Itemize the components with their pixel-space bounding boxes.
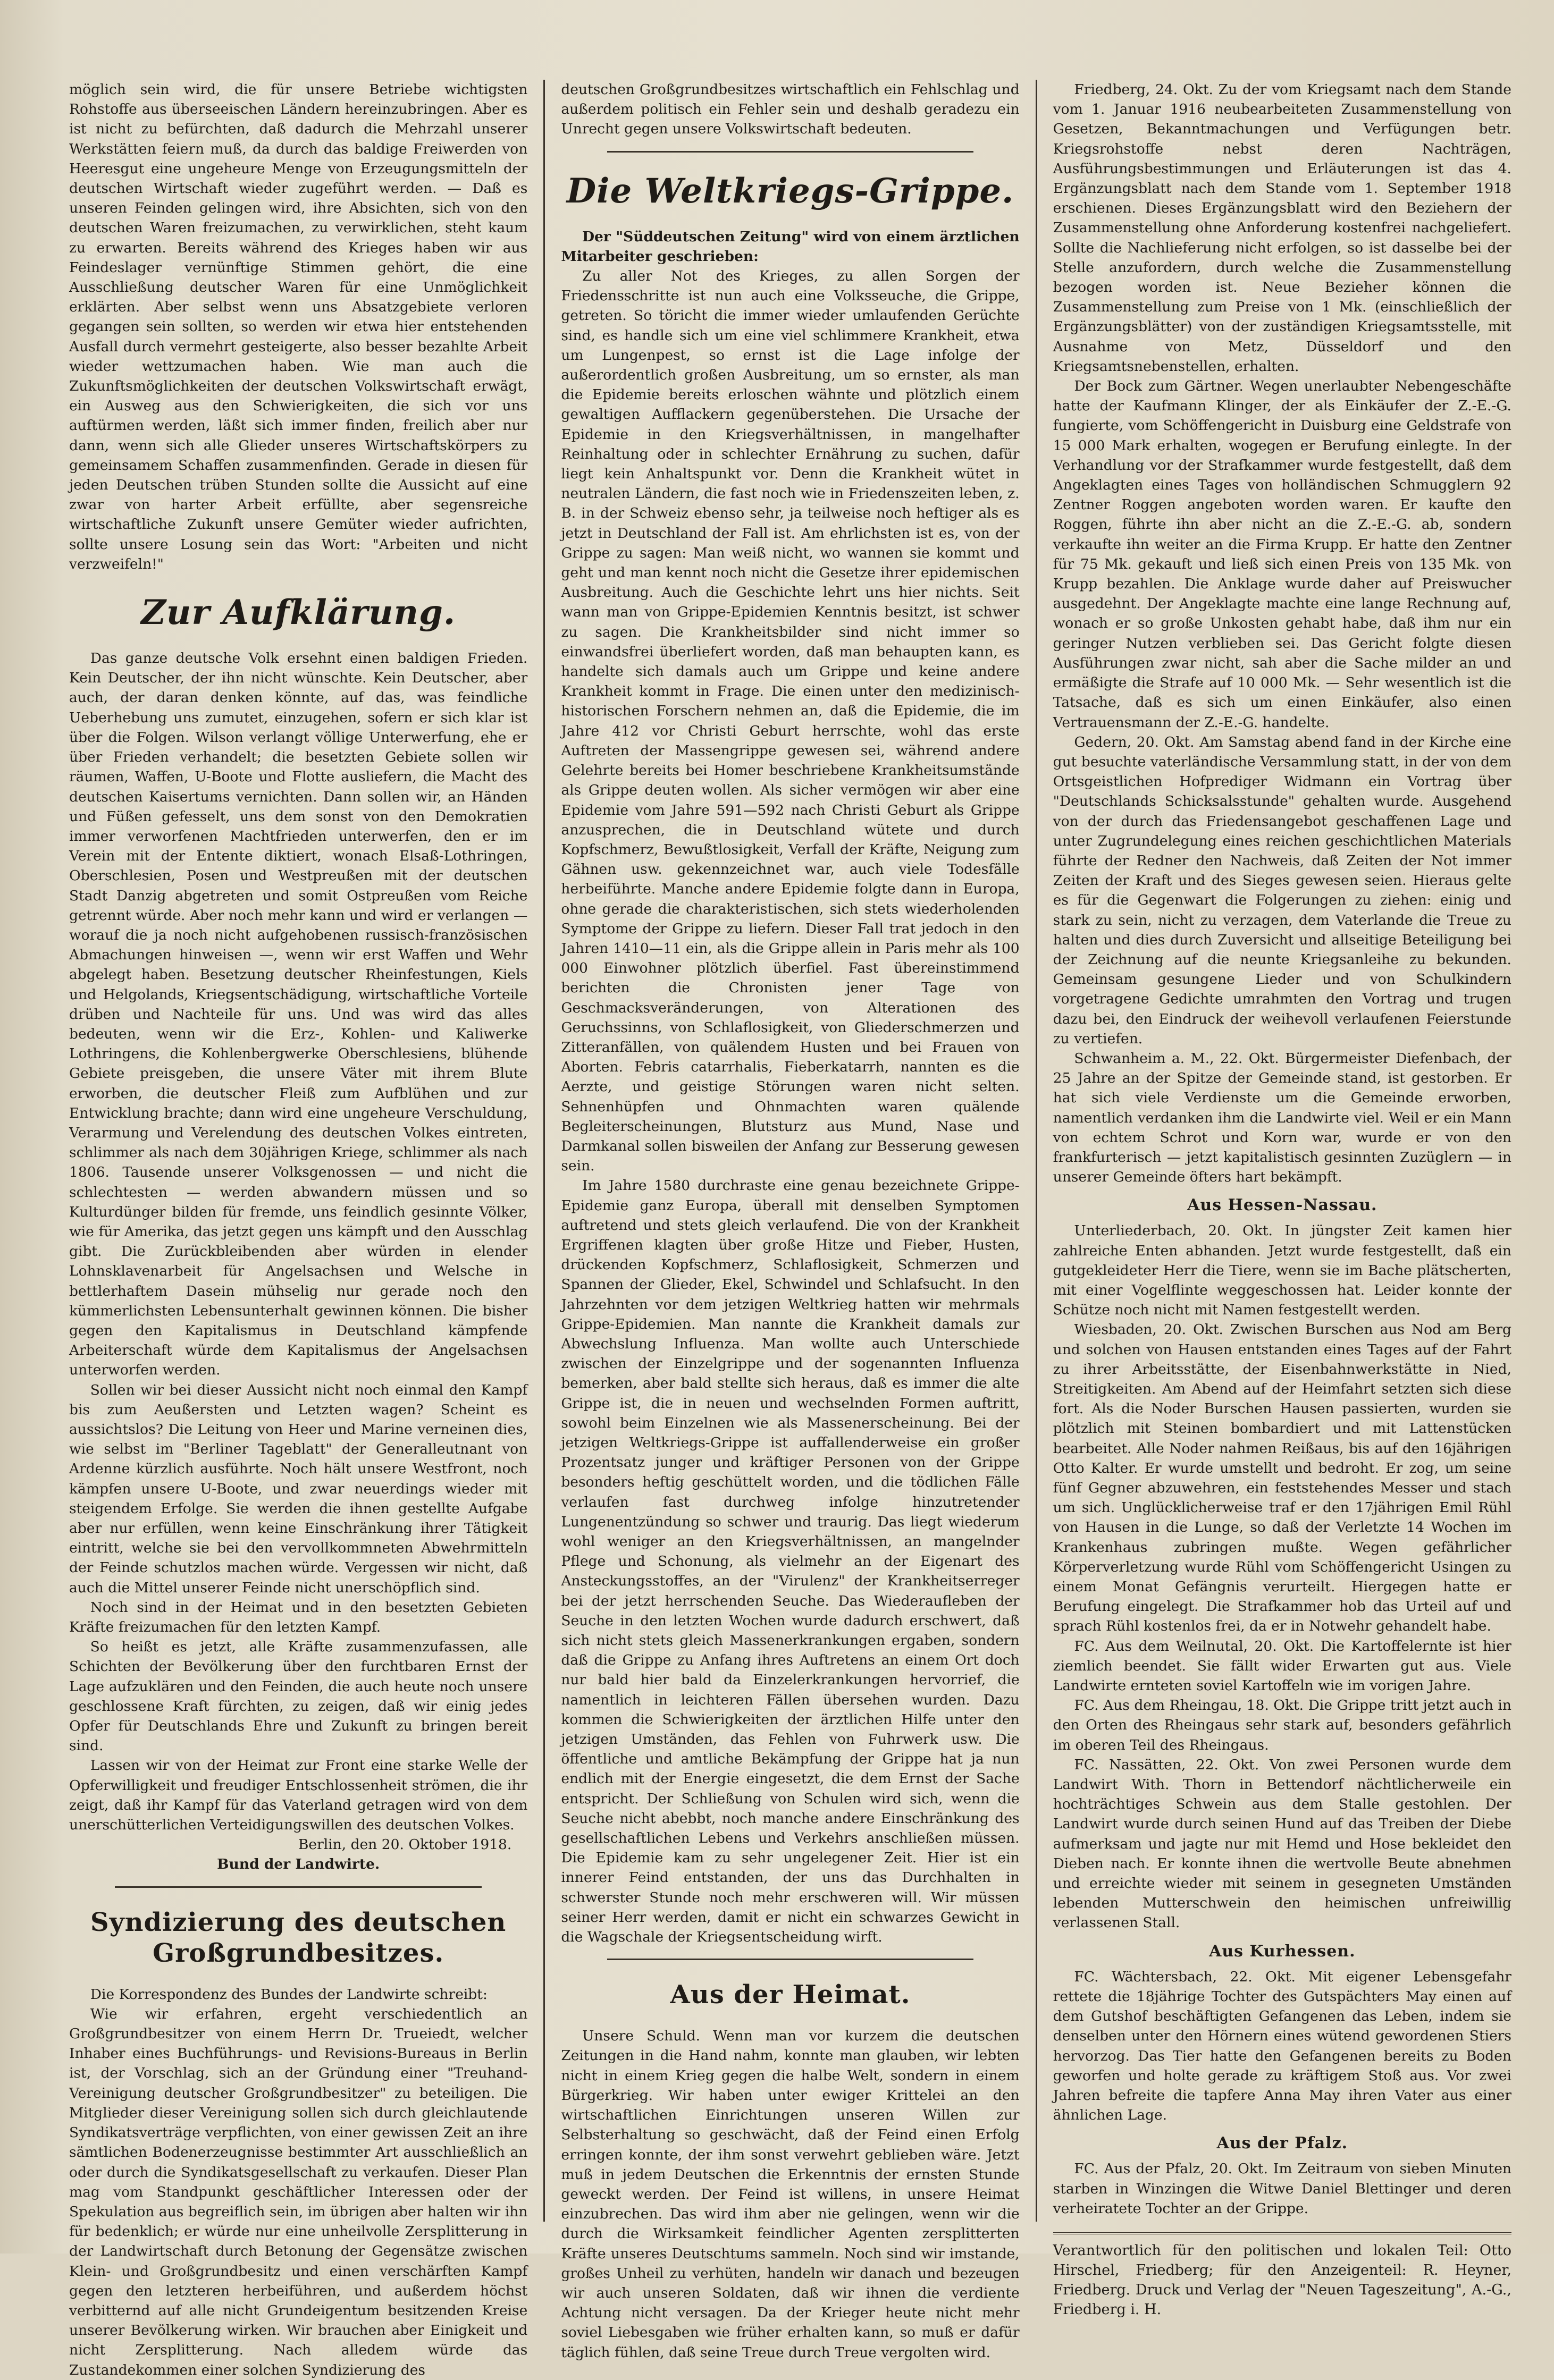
divider	[115, 1886, 482, 1888]
headline-aus-der-heimat: Aus der Heimat.	[670, 1980, 911, 2010]
article-paragraph: Sollen wir bei dieser Aussicht nicht noch einmal den Kampf bis zum Aeußersten und Letzten wagen? Scheint es aussichtslos? Die Leitung von Heer und Marine verneinen dies, wie selbst im "Berliner Tageblatt" der Generalleutnant von Ardenne kürzlich ausführte. Noch hält unsere Westfront, noch kämpfen unsere U-Boote, und zwar neuerdings wieder mit steigendem Erfolge. Sie werden die ihnen gestellte Aufgabe aber nur erfüllen, wenn keine Einschränkung ihrer Tätigkeit eintritt, welche sie bei den vervollkommneten Abwehrmitteln der Feinde schutzlos machen würde. Vergessen wir nicht, daß auch die Mittel unserer Feinde nicht unerschöpflich sind.	[69, 1381, 528, 1596]
column-3	[1036, 80, 1527, 2318]
divider	[607, 151, 974, 153]
region-heading: Aus der Pfalz.	[1216, 2134, 1348, 2153]
article-paragraph: Wie wir erfahren, ergeht verschiedentlich an Großgrundbesitzer von einem Herrn Dr. Trueiedt, welcher Inhaber eines Buchführungs- und Revisions-Bureaus in Berlin ist, der Vorschlag, sich an der Gründung einer "Treuhand-Vereinigung deutscher Großgrundbesitzer" zu beteiligen. Die Mitglieder dieser Vereinigung sollen sich durch gleichlautende Syndikatsverträge verpflichten, von einer gewissen Zeit an ihre sämtlichen Bodenerzeugnisse bestimmter Art ausschließlich an oder durch die Syndikatsgesellschaft zu verkaufen. Dieser Plan mag vom Standpunkt geschäftlicher Interessen oder der Spekulation aus begreiflich sein, im übrigen aber halten wir ihn für bedenklich; er würde nur eine unheilvolle Zersplitterung in der Landwirtschaft durch Betonung der Gegensätze zwischen Klein- und Großgrundbesitz und einen verschärften Kampf gegen den letzteren herbeiführen, und außerdem höchst verbitternd auf alle nicht Grundeigentum besitzenden Kreise unserer Bevölkerung wirken. Wir brauchen aber Einigkeit und nicht Zersplitterung. Nach alledem würde das Zustandekommen einer solchen Syndizierung des	[69, 2005, 528, 2378]
dateline: Berlin, den 20. Oktober 1918.	[298, 1836, 512, 1853]
article-paragraph: Zu aller Not des Krieges, zu allen Sorgen der Friedensschritte ist nun auch eine Volksseuche, die Grippe, getreten. So töricht die immer wieder umlaufenden Gerüchte sind, es handle sich um eine viel schlimmere Krankheit, etwa um Lungenpest, so ernst ist die Lage infolge der außerordentlich großen Ausbreitung, um so ernster, als man die Epidemie bereits erloschen wähnte und plötzlich einem gewaltigen Aufflackern gegenüberstehen. Die Ursache der Epidemie in den Kriegsverhältnissen, in mangelhafter Reinhaltung oder in schlechter Ernährung zu suchen, dafür liegt kein Anhaltspunkt vor. Denn die Krankheit wütet in neutralen Ländern, die fast noch wie in Friedenszeiten leben, z. B. in der Schweiz ebenso sehr, ja teilweise noch heftiger als es jetzt in Deutschland der Fall ist. Am ehrlichsten ist es, von der Grippe zu sagen: Man weiß nicht, wo wannen sie kommt und geht und man kennt noch nicht die Gesetze ihrer epidemischen Ausbreitung. Auch die Geschichte lehrt uns hier nichts. Seit wann man von Grippe-Epidemien Kenntnis besitzt, ist schwer zu sagen. Die Krankheitsbilder sind nicht immer so einwandsfrei überliefert worden, daß man behaupten kann, es handelte sich damals auch um Grippe und keine andere Krankheit kommt in Frage. Die einen unter den medizinisch-historischen Forschern nehmen an, daß die Epidemie, die im Jahre 412 vor Christi Geburt herrschte, wohl das erste Auftreten der Massengrippe gewesen sei, während andere Gelehrte bereits bei Homer beschriebene Krankheitsumstände als Grippe deuten wollen. Als sicher vermögen wir aber eine Epidemie vom Jahre 591—592 nach Christi Geburt als Grippe anzusprechen, die in Deutschland wütete und durch Kopfschmerz, Bewußtlosigkeit, Verfall der Kräfte, Neigung zum Gähnen usw. gekennzeichnet war, auch viele Todesfälle herbeiführte. Manche andere Epidemie folgte dann in Europa, ohne gerade die charakteristischen, sich stets wiederholenden Symptome der Grippe zu liefern. Dieser Fall trat jedoch in den Jahren 1410—11 ein, als die Grippe allein in Paris mehr als 100 000 Einwohner plötzlich überfiel. Fast übereinstimmend berichten die Chronisten jener Tage von Geschmacksveränderungen, von Alterationen des Geruchssinns, von Schlaflosigkeit, von Gliederschmerzen und Zitteranfällen, von quälendem Husten und bei Frauen von Aborten. Febris catarrhalis, Fieberkatarrh, nannten es die Aerzte, und geistige Störungen waren nicht selten. Sehnenhüpfen und Ohnmachten waren quälende Begleiterscheinungen, Blutsturz aus Mund, Nase und Darmkanal sollen bisweilen der Anfang zur Besserung gewesen sein.	[561, 268, 1020, 1175]
news-item: FC. Nassätten, 22. Okt. Von zwei Personen wurde dem Landwirt With. Thorn in Bettendorf nächtlicherweile ein hochträchtiges Schwein aus dem Stalle gestohlen. Der Landwirt wurde durch seinen Hund auf das Treiben der Diebe aufmerksam und jagte nur mit Hemd und Hose bekleidet den Dieben nach. Er konnte ihnen die wertvolle Beute abnehmen und erreichte wieder mit seinem in gesegneten Umständen lebenden Mutterschwein den heimischen unfreiwillig verlassenen Stall.	[1053, 1756, 1511, 1931]
imprint: Verantwortlich für den politischen und lokalen Teil: Otto Hirschel, Friedberg; für den Anzeigenteil: R. Heyner, Friedberg. Druck und Verlag der "Neuen Tageszeitung", A.-G., Friedberg i. H.	[1053, 2232, 1511, 2319]
news-item: Der Bock zum Gärtner. Wegen unerlaubter Nebengeschäfte hatte der Kaufmann Klinger, der als Einkäufer der Z.-E.-G. fungierte, vom Schöffengericht in Duisburg eine Geldstrafe von 15 000 Mark erhalten, wogegen er Berufung einlegte. In der Verhandlung vor der Strafkammer wurde festgestellt, daß dem Angeklagten eines Tages von holländischen Schmugglern 92 Zentner Roggen angeboten worden waren. Er kaufte den Roggen, führte ihn aber nicht an die Z.-E.-G. ab, sondern verkaufte ihn weiter an die Firma Krupp. Er hatte den Zentner für 75 Mk. gekauft und ließ sich einen Preis von 135 Mk. von Krupp bezahlen. Die Anklage wurde daher auf Preiswucher ausgedehnt. Der Angeklagte machte eine lange Rechnung auf, wonach er so große Unkosten gehabt habe, daß ihm nur ein geringer Nutzen verblieben sei. Das Gericht folgte diesen Ausführungen zwar nicht, sah aber die Sache milder an und ermäßigte die Strafe auf 10 000 Mk. — Sehr wesentlich ist die Tatsache, daß es sich um einen Einkäufer, also einen Vertrauensmann der Z.-E.-G. handelte.	[1053, 378, 1511, 731]
headline-syndizierung: Syndizierung des deutschen Großgrundbesitzes.	[90, 1907, 507, 1968]
article-paragraph: Die Korrespondenz des Bundes der Landwirte schreibt:	[90, 1986, 488, 2003]
news-item: Unterliederbach, 20. Okt. In jüngster Zeit kamen hier zahlreiche Enten abhanden. Jetzt wurde festgestellt, daß ein gutgekleideter Herr die Tiere, wenn sie im Bache plätscherten, mit einer Vogelflinte weggeschossen hat. Leider konnte der Schütze noch nicht mit Namen festgestellt werden.	[1053, 1222, 1511, 1319]
headline-zur-aufklaerung: Zur Aufklärung.	[141, 593, 456, 633]
divider	[607, 1959, 974, 1960]
region-heading: Aus Kurhessen.	[1209, 1942, 1356, 1961]
region-heading: Aus Hessen-Nassau.	[1187, 1196, 1377, 1215]
news-item: FC. Aus der Pfalz, 20. Okt. Im Zeitraum von sieben Minuten starben in Winzingen die Witwe Daniel Blettinger und deren verheiratete Tochter an der Grippe.	[1053, 2160, 1511, 2217]
news-item: FC. Aus dem Weilnutal, 20. Okt. Die Kartoffelernte ist hier ziemlich beendet. Sie fällt wider Erwarten gut aus. Viele Landwirte ernteten soviel Kartoffeln wie im vorigen Jahre.	[1053, 1638, 1511, 1694]
news-item: FC. Wächtersbach, 22. Okt. Mit eigener Lebensgefahr rettete die 18jährige Tochter des Gutspächters May einen auf dem Gutshof beschäftigten Gefangenen das Leben, indem sie denselben unter den Hörnern eines wütend gewordenen Stiers hervorzog. Das Tier hatte den Gefangenen bereits zu Boden geworfen und holte gerade zu kräftigem Stoß aus. Vor zwei Jahren befreite die tapfere Anna May ihren Vater aus einer ähnlichen Lage.	[1053, 1968, 1511, 2124]
article-paragraph: Im Jahre 1580 durchraste eine genau bezeichnete Grippe-Epidemie ganz Europa, überall mit denselben Symptomen auftretend und stets gleich verlaufend. Die von der Krankheit Ergriffenen klagten über große Hitze und Fieber, Husten, drückenden Kopfschmerz, Schlaflosigkeit, Schmerzen und Spannen der Glieder, Ekel, Schwindel und Schlafsucht. In den Jahrzehnten vor dem jetzigen Weltkrieg hatten wir mehrmals Grippe-Epidemien. Man nannte die Krankheit damals zur Abwechslung Influenza. Man wollte auch Unterschiede zwischen der Einzelgrippe und der sogenannten Influenza bemerken, aber bald stellte sich heraus, daß es immer die alte Grippe ist, die in neuen und wechselnden Formen auftritt, sowohl beim Einzelnen wie als Massenerscheinung. Bei der jetzigen Weltkriegs-Grippe ist auffallenderweise ein großer Prozentsatz junger und kräftiger Personen von der Grippe besonders heftig geschüttelt worden, und die tödlichen Fälle verlaufen fast durchweg infolge hinzutretender Lungenentzündung so schwer und traurig. Das liegt wiederum wohl weniger an den Kriegsverhältnissen, an mangelnder Pflege und Schonung, als vielmehr an der Eigenart des Ansteckungsstoffes, an der "Virulenz" der Krankheitserreger bei der jetzt herrschenden Seuche. Das Wiederaufleben der Seuche in den letzten Wochen wurde dadurch erschwert, daß sich nicht stets gleich Massenerkrankungen ergaben, sondern daß die Grippe zu Anfang ihres Auftretens an einem Ort doch nur bald hier bald da Einzelerkrankungen hervorrief, die namentlich in leichteren Fällen übersehen wurden. Dazu kommen die Schwierigkeiten der ärztlichen Hilfe unter den jetzigen Umständen, das Fehlen von Fuhrwerk usw. Die öffentliche und amtliche Bekämpfung der Grippe hat ja nun endlich mit der Energie eingesetzt, die dem Ernst der Sache entspricht. Der Schließung von Schulen wird sich, wenn die Seuche nicht abebbt, noch manche andere Einschränkung des gesellschaftlichen Lebens und Verkehrs anschließen müssen. Die Epidemie kam zu sehr ungelegener Zeit. Hier ist ein innerer Feind entstanden, der uns das Durchhalten in schwerster Stunde noch mehr erschweren will. Wir müssen seiner Herr werden, damit er nicht ein schwarzes Gewicht in die Wagschale der Kriegsentscheidung wirft.	[561, 1177, 1020, 1946]
article-paragraph: So heißt es jetzt, alle Kräfte zusammenzufassen, alle Schichten der Bevölkerung über den furchtbaren Ernst der Lage aufzuklären und den Feinden, die auch heute noch unsere geschlossene Kraft fürchten, zu zeigen, daß wir einig jedes Opfer für Deutschlands Ehre und Zukunft zu bringen bereit sind.	[69, 1639, 528, 1754]
article-continuation: möglich sein wird, die für unsere Betriebe wichtigsten Rohstoffe aus überseeischen Ländern hereinzubringen. Aber es ist nicht zu befürchten, daß dadurch die Mehrzahl unserer Werkstätten feiern muß, da durch das baldige Freiwerden von Heeresgut eine ungeheure Menge von Erzeugungsmitteln der deutschen Wirtschaft wieder zugeführt werden. — Daß es unseren Feinden gelingen wird, ihre Absichten, sich von den deutschen Waren freizumachen, zu verwirklichen, steht kaum zu erwarten. Bereits während des Krieges haben wir aus Feindeslager vernünftige Stimmen gehört, die eine Ausschließung deutscher Waren für eine Unmöglichkeit erklärten. Aber selbst wenn uns Absatzgebiete verloren gegangen sein sollten, so werden wir etwa hier entstehenden Ausfall durch vermehrt gesteigerte, also besser bezahlte Arbeit wieder wettzumachen haben. Wie man auch die Zukunftsmöglichkeiten der deutschen Volkswirtschaft erwägt, ein Ausweg aus den Schwierigkeiten, die sich vor uns auftürmen werden, läßt sich immer finden, freilich aber nur dann, wenn sich alle Glieder unseres Wirtschaftskörpers zu gemeinsamem Schaffen zusammenfinden. Gerade in diesen für jeden Deutschen trüben Stunden sollte die Aussicht auf eine zwar von harter Arbeit erfüllte, aber segensreiche wirtschaftliche Zukunft unsere Gemüter wieder aufrichten, sollte unsere Losung sein das Wort: "Arbeiten und nicht verzweifeln!"	[69, 81, 528, 572]
news-item: Schwanheim a. M., 22. Okt. Bürgermeister Diefenbach, der 25 Jahre an der Spitze der Gemeinde stand, ist gestorben. Er hat sich viele Verdienste um die Gemeinde erworben, namentlich verdanken ihm die Landwirte viel. Weil er ein Mann von echtem Schrot und Korn war, wurde er von den frankfurterisch — jetzt kapitalistisch gesinnten Zuzüglern — in unserer Gemeinde öfters hart bekämpft.	[1053, 1050, 1511, 1186]
column-1	[53, 80, 543, 2378]
signature: Bund der Landwirte.	[217, 1856, 380, 1873]
news-item: Friedberg, 24. Okt. Zu der vom Kriegsamt nach dem Stande vom 1. Januar 1916 neubearbeiteten Zusammenstellung von Gesetzen, Bekanntmachungen und Verfügungen betr. Kriegsrohstoffe nebst deren Nachträgen, Ausführungsbestimmungen und Erläuterungen ist das 4. Ergänzungsblatt nach dem Stande vom 1. September 1918 erschienen. Dieses Ergänzungsblatt wird den Beziehern der Zusammenstellung ohne Anforderung kostenfrei nachgeliefert. Sollte die Nachlieferung nicht erfolgen, so ist dasselbe bei der Stelle anzufordern, durch welche die Zusammenstellung bezogen worden ist. Neue Bezieher können die Zusammenstellung zum Preise von 1 Mk. (einschließlich der Ergänzungsblätter) von der zuständigen Kriegsamtsstelle, mit Ausnahme von Metz, Düsseldorf und den Kriegsamtsnebenstellen, erhalten.	[1053, 81, 1511, 375]
headline-weltkriegs-grippe: Die Weltkriegs-Grippe.	[566, 171, 1014, 211]
news-item: Wiesbaden, 20. Okt. Zwischen Burschen aus Nod am Berg und solchen von Hausen entstanden eines Tages auf der Fahrt zu ihrer Arbeitsstätte, der Eisenbahnwerkstätte in Nied, Streitigkeiten. Am Abend auf der Heimfahrt setzten sich diese fort. Als die Noder Burschen Hausen passierten, wurden sie plötzlich mit Steinen bombardiert und mit Lattenstücken bearbeitet. Alle Noder nahmen Reißaus, bis auf den 16jährigen Otto Kalter. Er wurde umstellt und bedroht. Er zog, um seine fünf Gegner abzuwehren, ein feststehendes Messer und stach um sich. Unglücklicherweise traf er den 17jährigen Emil Rühl von Hausen in die Lunge, so daß der Verletzte 14 Wochen im Krankenhaus zubringen mußte. Wegen gefährlicher Körperverletzung wurde Rühl vom Schöffengericht Usingen zu einem Monat Gefängnis verurteilt. Hiergegen hatte er Berufung eingelegt. Die Strafkammer hob das Urteil auf und sprach Rühl kostenlos frei, da er in Notwehr gehandelt habe.	[1053, 1321, 1511, 1635]
article-paragraph: Unsere Schuld. Wenn man vor kurzem die deutschen Zeitungen in die Hand nahm, konnte man glauben, wir lebten nicht in einem Krieg gegen die halbe Welt, sondern in einem Bürgerkrieg. Wir haben unter ewiger Krittelei an den wirtschaftlichen Einrichtungen unseren Willen zur Selbsterhaltung so geschwächt, daß der Feind einen Erfolg erringen konnte, der ihm sonst verwehrt geblieben wäre. Jetzt muß in jedem Deutschen die Erkenntnis der ernsten Stunde geweckt werden. Der Feind ist willens, in unsere Heimat einzubrechen. Das wird ihm aber nie gelingen, wenn wir die durch die Wirksamkeit feindlicher Agenten zersplitterten Kräfte unseres Deutschtums sammeln. Noch sind wir imstande, großes Unheil zu verhüten, handeln wir danach und bezeugen wir auch unseren Soldaten, daß wir ihnen die verdiente Achtung nicht versagen. Da der Krieger heute nicht mehr soviel Liebesgaben wie früher erhalten kann, so muß er dafür täglich fühlen, daß seine Treue durch Treue vergolten wird.	[561, 2028, 1020, 2361]
column-2	[543, 80, 1035, 2361]
article-paragraph: Noch sind in der Heimat und in den besetzten Gebieten Kräfte freizumachen für den letzten Kampf.	[69, 1599, 528, 1636]
article-paragraph: Das ganze deutsche Volk ersehnt einen baldigen Frieden. Kein Deutscher, der ihn nicht wünschte. Kein Deutscher, aber auch, der daran denken könnte, auf das, was feindliche Ueberhebung uns zumutet, einzugehen, sofern er sich klar ist über die Folgen. Wilson verlangt völlige Unterwerfung, ehe er über Frieden verhandelt; die besetzten Gebiete sollen wir räumen, Waffen, U-Boote und Flotte ausliefern, die Macht des deutschen Kaisertums vernichten. Dann sollen wir, an Händen und Füßen gefesselt, uns dem sonst von den Demokratien immer verworfenen Machtfrieden unterwerfen, den er im Verein mit der Entente diktiert, wonach Elsaß-Lothringen, Oberschlesien, Posen und Westpreußen mit der deutschen Stadt Danzig abgetreten und somit Ostpreußen vom Reiche getrennt würde. Aber noch mehr kann und wird er verlangen — worauf die ja noch nicht aufgehobenen russisch-französischen Abmachungen hinweisen —, wenn wir erst Waffen und Wehr abgelegt haben. Besetzung deutscher Rheinfestungen, Kiels und Helgolands, Kriegsentschädigung, wirtschaftliche Vorteile drüben und Nachteile für uns. Und was wird das alles bedeuten, wenn wir die Erz-, Kohlen- und Kaliwerke Lothringens, die Kohlenbergwerke Oberschlesiens, blühende Gebiete preisgeben, die unsere Väter mit ihrem Blute erworben, die deutscher Fleiß zum Aufblühen und zur Entwicklung brachte; dann wird eine ungeheure Verschuldung, Verarmung und Verelendung des deutschen Volkes eintreten, schlimmer als nach dem 30jährigen Kriege, schlimmer als nach 1806. Tausende unserer Volksgenossen — und nicht die schlechtesten — werden abwandern müssen und so Kulturdünger bilden für fremde, uns feindlich gesinnte Völker, wie für Amerika, das jetzt gegen uns kämpft und den Ausschlag gibt. Die Zurückbleibenden aber würden in elender Lohnsklavenarbeit für Angelsachsen und Welsche in bettlerhaftem Dasein mühselig nur gerade noch den kümmerlichsten Lebensunterhalt gewinnen können. Die bisher gegen den Kapitalismus in Deutschland kämpfende Arbeiterschaft würde dem Kapitalismus der Angelsachsen unterworfen werden.	[69, 650, 528, 1379]
news-item: FC. Aus dem Rheingau, 18. Okt. Die Grippe tritt jetzt auch in den Orten des Rheingaus sehr stark auf, besonders gefährlich im oberen Teil des Rheingaus.	[1053, 1697, 1511, 1753]
news-item: Gedern, 20. Okt. Am Samstag abend fand in der Kirche eine gut besuchte vaterländische Versammlung statt, in der von dem Ortsgeistlichen Hofprediger Widmann ein Vortrag über "Deutschlands Schicksalsstunde" gehalten wurde. Ausgehend von der durch das Friedensangebot geschaffenen Lage und unter Zugrundelegung eines reichen geschichtlichen Materials führte der Redner den Nachweis, daß Zeiten der Not immer Zeiten der Kraft und des Sieges gewesen seien. Hieraus gelte es für die Gegenwart die Folgerungen zu ziehen: einig und stark zu sein, nicht zu verzagen, dem Vaterlande die Treue zu halten und dies durch Zuversicht und allseitige Beteiligung bei der Zeichnung auf die neunte Kriegsanleihe zu bekunden. Gemeinsam gesungene Lieder und von Schulkindern vorgetragene Gedichte umrahmten den Vortrag und trugen dazu bei, den Eindruck der weihevoll verlaufenen Feierstunde zu vertiefen.	[1053, 733, 1511, 1047]
article-paragraph: Lassen wir von der Heimat zur Front eine starke Welle der Opferwilligkeit und freudiger Entschlossenheit strömen, die ihr zeigt, daß ihr Kampf für das Vaterland getragen wird von dem unerschütterlichen Verteidigungswillen des deutschen Volkes.	[69, 1757, 528, 1834]
columns	[53, 80, 1527, 2378]
article-intro: Der "Süddeutschen Zeitung" wird von einem ärztlichen Mitarbeiter geschrieben:	[561, 228, 1020, 265]
article-continuation: deutschen Großgrundbesitzes wirtschaftlich ein Fehlschlag und außerdem politisch ein Fehler sein und deshalb geradezu ein Unrecht gegen unsere Volkswirtschaft bedeuten.	[561, 81, 1020, 138]
